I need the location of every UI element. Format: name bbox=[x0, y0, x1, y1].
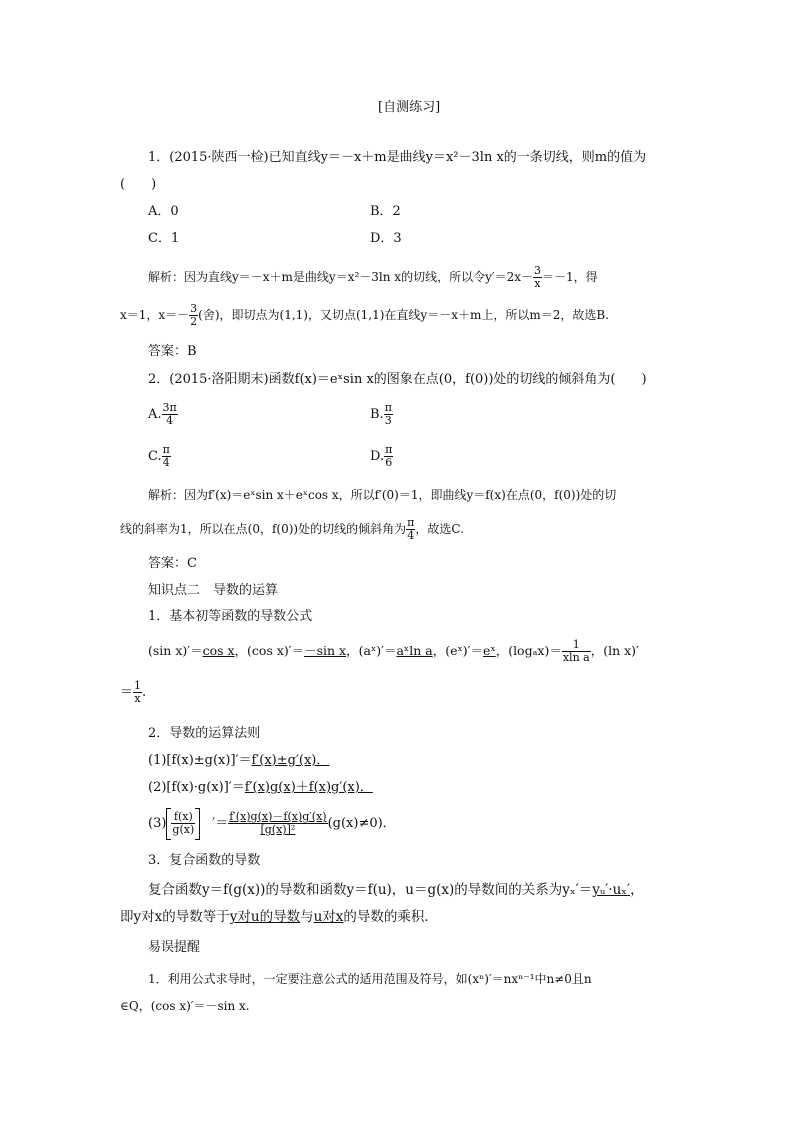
rule-1: (1)[f(x)±g(x)]′＝f′(x)±g′(x)． bbox=[148, 753, 330, 768]
tip-line-2: ∈Q，(cos x)′＝－sin x. bbox=[120, 999, 250, 1013]
tip-line-1: 1．利用公式求导时，一定要注意公式的适用范围及符号，如(xⁿ)′＝nxⁿ⁻¹中n≠0且n bbox=[148, 972, 592, 986]
q2-option-a: A. $\frac{3\pi}{4}$ bbox=[148, 401, 177, 427]
section-heading: 知识点二 导数的运算 bbox=[148, 583, 279, 598]
subheading-3: 3．复合函数的导数 bbox=[148, 853, 261, 868]
q1-option-a: A．0 bbox=[148, 204, 179, 219]
rule-3: (3) $\frac{f(x)}{g(x)}$ ′＝ $\frac{f'(x)g(x)-f(x)g'(x)}{\text{[g(x)]²}}$ (g(x)≠0)． bbox=[148, 806, 396, 842]
q2-option-d: D. $\frac{\pi}{6}$ bbox=[370, 443, 393, 469]
q1-analysis-line1 bbox=[148, 262, 598, 292]
q1-analysis-text: (舍)，即切点为(1,1)，又切点(1,1)在直线y＝－x＋m上，所以m＝2，故选B. bbox=[198, 308, 610, 322]
q2-analysis-line2: 线的斜率为1，所以在点(0，f(0))处的切线的倾斜角为 $\frac{\pi}{4}$ ，故选C. bbox=[120, 516, 464, 542]
q1-option-c: C．1 bbox=[148, 231, 180, 246]
q2-option-b: B. $\frac{\pi}{3}$ bbox=[370, 401, 392, 427]
q1-option-d: D．3 bbox=[370, 231, 402, 246]
fraction: $\frac{3}{x}$ bbox=[533, 264, 541, 290]
fraction: $\frac{3}{2}$ bbox=[190, 302, 198, 328]
q1-analysis-line2 bbox=[120, 300, 609, 330]
rule-2: (2)[f(x)·g(x)]′＝f′(x)g(x)＋f(x)g′(x)． bbox=[148, 780, 373, 795]
tips-heading: 易误提醒 bbox=[148, 940, 201, 955]
q2-stem: 2．(2015·洛阳期末)函数f(x)＝eˣsin x的图象在点(0，f(0))处的切线的倾斜角为( ) bbox=[148, 372, 647, 387]
formula-line-2: ＝ $\frac{1}{x}$ . bbox=[120, 679, 147, 705]
page-title: [自测练习] bbox=[378, 100, 441, 115]
q1-paren: ( ) bbox=[120, 177, 157, 192]
q1-option-b: B．2 bbox=[370, 204, 401, 219]
subheading-1: 1．基本初等函数的导数公式 bbox=[148, 609, 313, 624]
q2-analysis-line1: 解析：因为f′(x)＝eˣsin x＋eˣcos x，所以f′(0)＝1，即曲线y＝f(x)在点(0，f(0))处的切 bbox=[148, 488, 617, 502]
q1-analysis-text: x＝1，x＝－ bbox=[120, 308, 190, 322]
composite-line-1: 复合函数y＝f(g(x))的导数和函数y＝f(u)，u＝g(x)的导数间的关系为yₓ′＝yᵤ′·uₓ′， bbox=[148, 882, 644, 898]
q1-analysis-text: ＝－1，得 bbox=[541, 270, 598, 284]
formula-line-1: (sin x)′＝cos x，(cos x)′＝－sin x，(aˣ)′＝aˣln a，(eˣ)′＝eˣ，(logₐx)＝ $\frac{1}{\text{xln a}}$ ，(ln x)′ bbox=[148, 638, 639, 664]
composite-line-2: 即y对x的导数等于y对u的导数与u对x的导数的乘积． bbox=[120, 909, 438, 925]
q1-answer: 答案：B bbox=[148, 344, 197, 359]
q1-stem: 1．(2015·陕西一检)已知直线y＝－x＋m是曲线y＝x²－3ln x的一条切线，则m的值为 bbox=[148, 150, 647, 165]
subheading-2: 2．导数的运算法则 bbox=[148, 726, 261, 741]
q1-analysis-text: 解析：因为直线y＝－x＋m是曲线y＝x²－3ln x的切线，所以令y′＝2x－ bbox=[148, 270, 533, 284]
q2-option-c: C. $\frac{\pi}{4}$ bbox=[148, 443, 170, 469]
q2-answer: 答案：C bbox=[148, 556, 197, 571]
